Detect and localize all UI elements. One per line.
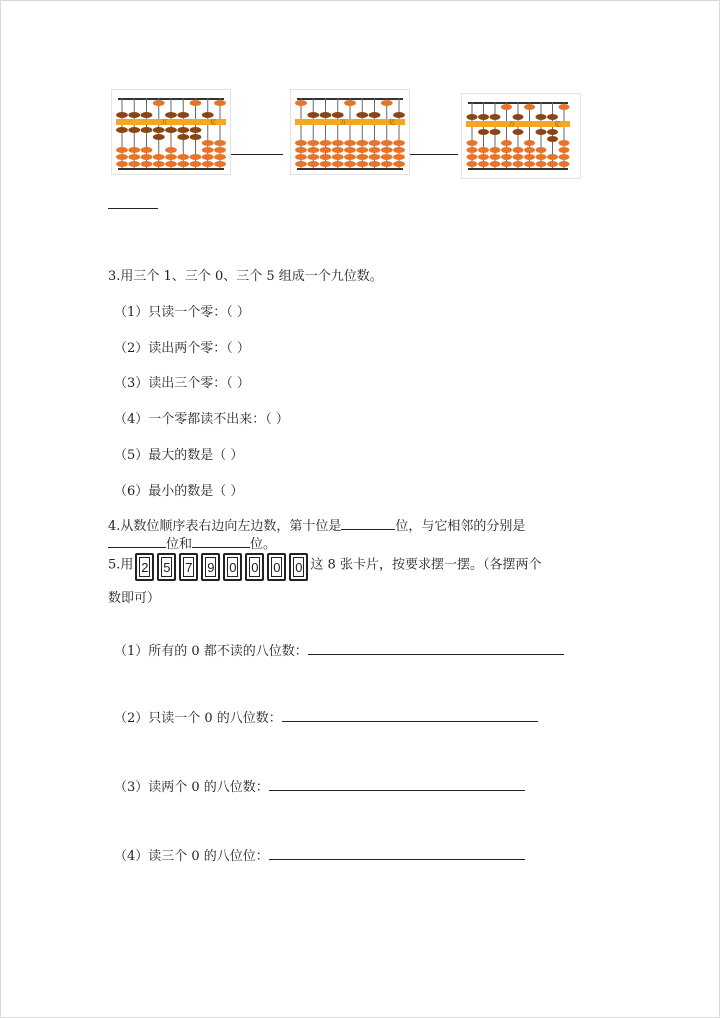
- abacus-bead: [116, 112, 128, 118]
- abacus-bead: [116, 147, 128, 153]
- question-3-item: （1）只读一个零：（ ）: [114, 305, 250, 320]
- abacus-bead: [501, 154, 512, 160]
- abacus-bead: [332, 112, 344, 118]
- abacus-bead: [478, 129, 489, 135]
- abacus-bead: [356, 154, 368, 160]
- abacus-bead: [295, 154, 307, 160]
- abacus-bead: [466, 161, 477, 167]
- abacus-bead: [547, 129, 558, 135]
- abacus-bead: [295, 140, 307, 146]
- abacus-bead: [202, 154, 214, 160]
- abacus-bead: [202, 140, 214, 146]
- question-4-line-1: [108, 515, 525, 534]
- abacus-bead: [320, 154, 332, 160]
- question-3-title: 3.用三个 1、三个 0、三个 5 组成一个九位数。: [108, 269, 383, 284]
- answer-blank-3[interactable]: [108, 208, 158, 209]
- abacus-bead: [165, 161, 177, 167]
- abacus-bead: [165, 154, 177, 160]
- question-4-line-2: [108, 533, 276, 552]
- abacus-frame-bottom: [118, 168, 224, 170]
- abacus-bead: [501, 161, 512, 167]
- abacus-bead: [153, 134, 165, 140]
- abacus-bead: [535, 147, 546, 153]
- question-5-item-label: （1）所有的 0 都不读的八位数：: [114, 644, 308, 659]
- digit-card: 0: [223, 553, 242, 581]
- abacus-label: 亿: [389, 119, 396, 126]
- question-4-blank-1[interactable]: [341, 517, 395, 530]
- digit-card: 5: [157, 553, 176, 581]
- abacus-bead: [214, 154, 226, 160]
- abacus-bead: [190, 134, 202, 140]
- abacus-bead: [512, 161, 523, 167]
- abacus-bead: [141, 161, 153, 167]
- question-4-text: 位。: [250, 537, 277, 552]
- question-5-item-3: [114, 776, 525, 795]
- abacus-bead: [214, 161, 226, 167]
- question-4-text: 位，与它相邻的分别是: [395, 519, 526, 534]
- question-5-item-label: （2）只读一个 0 的八位数：: [114, 711, 282, 726]
- abacus-bead: [381, 154, 393, 160]
- digit-card: 0: [245, 553, 264, 581]
- abacus-label: 万: [340, 119, 347, 126]
- abacus-label: 万: [161, 119, 168, 126]
- abacus-bead: [344, 161, 356, 167]
- abacus-bead: [202, 161, 214, 167]
- abacus-bead: [478, 114, 489, 120]
- abacus-bead: [512, 154, 523, 160]
- question-4-blank-3[interactable]: [192, 535, 250, 548]
- abacus-bead: [190, 161, 202, 167]
- abacus-bead: [501, 147, 512, 153]
- abacus-bead: [558, 147, 569, 153]
- abacus-bead: [190, 154, 202, 160]
- abacus-bead: [393, 161, 405, 167]
- abacus-bead: [356, 147, 368, 153]
- abacus-bead: [320, 112, 332, 118]
- abacus-bead: [165, 147, 177, 153]
- abacus-bead: [128, 112, 140, 118]
- question-5-line-2: 数即可）: [108, 591, 161, 606]
- abacus-bead: [177, 127, 189, 133]
- abacus-bead: [332, 147, 344, 153]
- abacus-bead: [489, 147, 500, 153]
- abacus-bead: [344, 140, 356, 146]
- question-5-text: 5.用: [108, 557, 134, 573]
- abacus-bead: [512, 114, 523, 120]
- abacus-bead: [381, 100, 393, 106]
- answer-blank-1[interactable]: [231, 154, 283, 155]
- abacus-bead: [177, 161, 189, 167]
- abacus-bead: [332, 140, 344, 146]
- abacus-bead: [489, 154, 500, 160]
- abacus-bead: [466, 140, 477, 146]
- abacus-bead: [141, 127, 153, 133]
- abacus-label: 万: [508, 121, 515, 128]
- abacus-bead: [558, 104, 569, 110]
- abacus-bead: [558, 154, 569, 160]
- question-5-item-label: （4）读三个 0 的八位位：: [114, 849, 269, 864]
- abacus-bead: [535, 114, 546, 120]
- question-4-text: 位和: [166, 537, 193, 552]
- abacus-bead: [214, 140, 226, 146]
- question-3-item: （6）最小的数是（ ）: [114, 484, 244, 499]
- abacus-bead: [501, 104, 512, 110]
- abacus-bead: [478, 154, 489, 160]
- abacus-bead: [344, 147, 356, 153]
- abacus-bead: [332, 154, 344, 160]
- abacus-drawing: [462, 94, 574, 174]
- abacus-bead: [512, 147, 523, 153]
- abacus-bead: [320, 147, 332, 153]
- abacus-bead: [489, 161, 500, 167]
- abacus-bead: [558, 161, 569, 167]
- question-3-item: （2）读出两个零：（ ）: [114, 341, 250, 356]
- question-5-item-2: [114, 707, 538, 726]
- abacus-bead: [524, 104, 535, 110]
- abacus-frame-bottom: [468, 168, 568, 170]
- abacus-bead: [369, 154, 381, 160]
- abacus-bead: [165, 112, 177, 118]
- abacus-bead: [141, 154, 153, 160]
- abacus-bead: [558, 140, 569, 146]
- abacus-bead: [393, 154, 405, 160]
- question-3-item: （3）读出三个零：（ ）: [114, 376, 250, 391]
- abacus-bead: [466, 147, 477, 153]
- abacus-bead: [320, 140, 332, 146]
- abacus-bead: [153, 154, 165, 160]
- abacus-bead: [524, 147, 535, 153]
- abacus-bead: [501, 140, 512, 146]
- abacus-bead: [547, 136, 558, 142]
- abacus-bead: [295, 100, 307, 106]
- abacus-bead: [547, 114, 558, 120]
- abacus-bead: [381, 161, 393, 167]
- abacus-bead: [307, 161, 319, 167]
- abacus-bead: [177, 134, 189, 140]
- abacus-image-3: [461, 93, 581, 179]
- abacus-bead: [369, 112, 381, 118]
- abacus-bead: [153, 127, 165, 133]
- abacus-bead: [535, 154, 546, 160]
- abacus-bead: [214, 147, 226, 153]
- abacus-bead: [466, 114, 477, 120]
- abacus-bead: [295, 147, 307, 153]
- digit-card: 0: [289, 553, 308, 581]
- abacus-bead: [128, 154, 140, 160]
- digit-card: 2: [135, 553, 154, 581]
- digit-card: 7: [179, 553, 198, 581]
- question-3-item: （4）一个零都读不出来：（ ）: [114, 412, 289, 427]
- abacus-bead: [535, 161, 546, 167]
- abacus-bead: [307, 140, 319, 146]
- abacus-bead: [466, 154, 477, 160]
- abacus-bead: [141, 112, 153, 118]
- abacus-bead: [165, 127, 177, 133]
- digit-card: 9: [201, 553, 220, 581]
- answer-line[interactable]: [282, 713, 538, 722]
- abacus-image-2: [290, 89, 410, 175]
- abacus-bead: [535, 129, 546, 135]
- abacus-bead: [478, 161, 489, 167]
- abacus-bead: [128, 161, 140, 167]
- abacus-bead: [524, 140, 535, 146]
- abacus-bead: [320, 161, 332, 167]
- answer-line[interactable]: [269, 782, 525, 791]
- abacus-bead: [177, 154, 189, 160]
- question-4-blank-2[interactable]: [108, 535, 166, 548]
- abacus-bead: [128, 147, 140, 153]
- question-5-item-label: （3）读两个 0 的八位数：: [114, 780, 269, 795]
- abacus-bead: [344, 154, 356, 160]
- question-5-item-1: [114, 640, 564, 659]
- abacus-bead: [356, 112, 368, 118]
- abacus-bead: [141, 147, 153, 153]
- abacus-bead: [369, 147, 381, 153]
- abacus-bead: [307, 147, 319, 153]
- abacus-bead: [547, 154, 558, 160]
- abacus-bead: [214, 100, 226, 106]
- abacus-drawing: [112, 90, 230, 174]
- question-5-item-4: [114, 845, 525, 864]
- abacus-bead: [202, 147, 214, 153]
- abacus-bead: [356, 140, 368, 146]
- abacus-bead: [153, 161, 165, 167]
- abacus-bead: [524, 161, 535, 167]
- abacus-bead: [489, 114, 500, 120]
- abacus-bead: [393, 112, 405, 118]
- abacus-bead: [307, 154, 319, 160]
- question-5-line-1: [108, 551, 541, 579]
- question-3-item: （5）最大的数是（ ）: [114, 448, 244, 463]
- abacus-image-1: [111, 89, 231, 175]
- abacus-bead: [307, 112, 319, 118]
- abacus-drawing: [291, 90, 409, 174]
- abacus-bead: [116, 161, 128, 167]
- abacus-bead: [202, 112, 214, 118]
- abacus-bead: [369, 140, 381, 146]
- abacus-bead: [393, 140, 405, 146]
- abacus-bead: [190, 127, 202, 133]
- abacus-bead: [116, 127, 128, 133]
- abacus-frame-bottom: [297, 168, 403, 170]
- answer-blank-2[interactable]: [410, 154, 458, 155]
- abacus-bead: [381, 140, 393, 146]
- abacus-bead: [295, 161, 307, 167]
- abacus-bead: [153, 100, 165, 106]
- abacus-label: 亿: [554, 121, 561, 128]
- answer-line[interactable]: [308, 646, 564, 655]
- answer-line[interactable]: [269, 851, 525, 860]
- digit-cards: [135, 553, 308, 581]
- abacus-bead: [190, 100, 202, 106]
- abacus-label: 亿: [210, 119, 217, 126]
- abacus-bead: [547, 161, 558, 167]
- abacus-bead: [356, 161, 368, 167]
- abacus-bead: [512, 129, 523, 135]
- abacus-bead: [116, 154, 128, 160]
- question-4-text: 4.从数位顺序表右边向左边数，第十位是: [108, 519, 342, 534]
- abacus-bead: [332, 161, 344, 167]
- abacus-bead: [369, 161, 381, 167]
- abacus-bead: [381, 147, 393, 153]
- question-5-text: 这 8 张卡片，按要求摆一摆。（各摆两个: [310, 557, 542, 573]
- abacus-bead: [128, 127, 140, 133]
- abacus-bead: [344, 100, 356, 106]
- abacus-bead: [393, 147, 405, 153]
- abacus-bead: [177, 112, 189, 118]
- abacus-bead: [489, 129, 500, 135]
- abacus-bead: [524, 154, 535, 160]
- abacus-bead: [478, 147, 489, 153]
- digit-card: 0: [267, 553, 286, 581]
